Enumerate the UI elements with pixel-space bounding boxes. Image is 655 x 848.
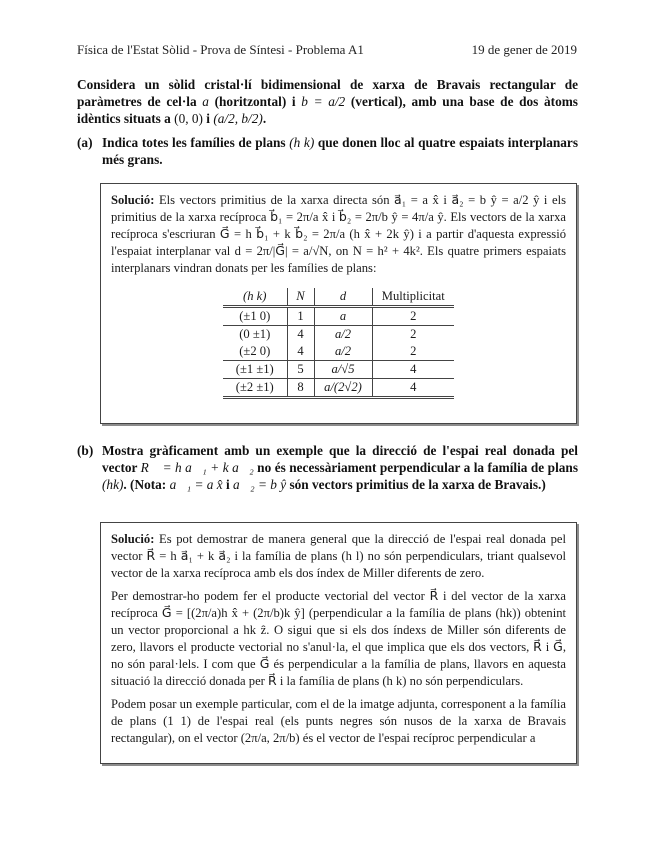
cell-multiplicity: 2	[372, 307, 454, 326]
cell-n: 8	[287, 379, 314, 398]
math-a1: a⃗₁ = a x̂	[169, 477, 223, 492]
text: . (Nota:	[123, 477, 170, 492]
question-text	[102, 442, 578, 493]
cell-hk: (±2 0)	[223, 343, 287, 361]
cell-multiplicity: 2	[410, 327, 417, 341]
plane-families-table	[223, 288, 454, 399]
cell-n: 1	[287, 307, 314, 326]
math-hk: (hk)	[102, 477, 124, 492]
problem-statement	[77, 76, 578, 127]
intro-text: i	[202, 111, 214, 126]
solution-text: Es pot demostrar de manera general que la direcció de l'espai real donada pel vector R⃗ = h a⃗₁ + k a⃗₂ i la família de plans (h l) no són perpendiculars, triant qualsevol vector de la xarxa recíproca amb els dos índex de Miller diferents de zero.	[111, 532, 567, 580]
solution-label: Solució:	[111, 532, 155, 546]
math-pos2: (a/2, b/2)	[213, 111, 263, 126]
cell-multiplicity: 4	[372, 379, 454, 398]
course-title: Física de l'Estat Sòlid - Prova de Síntesi - Problema A1	[77, 42, 364, 57]
intro-text: (vertical), amb una base de dos àtoms idèntics situats a	[77, 94, 578, 126]
cell-d: a/2	[314, 326, 372, 344]
cell-n: 4	[287, 326, 314, 344]
solution-box-b	[100, 522, 577, 764]
math-r-eq: R⃗ = h a⃗₁ + k a⃗₂	[140, 460, 254, 475]
question-label: (b)	[77, 443, 94, 458]
table-row	[223, 379, 454, 398]
question-a	[77, 134, 578, 168]
cell-n: 5	[287, 361, 314, 379]
solution-paragraph: Per demostrar-ho podem fer el producte vectorial del vector R⃗ i del vector de la xarxa recíproca G⃗ = [(2π/a)h x̂ + (2π/b)k ŷ] (perpendicular a la família de plans (hk)) obtenint un vector proporcional a hk ẑ. O sigui que si els dos índexs de Miller són diferents de zero, llavors el producte vectorial no s'anul·la, el que implica que els dos vectors, R⃗ i G⃗, no són paral·lels. I com que G⃗ és perpendicular a la família de plans, llavors en aquesta situació la direcció donada per R⃗ i la família de plans (h k) no són perpendiculars.	[111, 589, 566, 688]
table-row	[223, 326, 454, 344]
cell-hk: (±1 ±1)	[223, 361, 287, 379]
col-header-n: N	[287, 288, 314, 307]
exam-date: 19 de gener de 2019	[471, 42, 577, 57]
math-pos1: (0, 0)	[174, 111, 203, 126]
table-row	[223, 361, 454, 379]
question-b	[77, 442, 578, 493]
cell-hk: (0 ±1)	[223, 326, 287, 344]
solution-paragraph	[111, 192, 566, 277]
text: Mostra gràficament amb un exemple que la direcció de l'espai real donada pel vector	[102, 443, 578, 475]
solution-paragraph: Podem posar un exemple particular, com el de la imatge adjunta, corresponent a la família de plans (1 1) de l'espai real (els punts negres són nusos de la xarxa de Bravais rectangular), on el vector (2π/a, 2π/b) és el vector de l'espai recíproc perpendicular a	[111, 697, 566, 745]
math-a2: a⃗₂ = b ŷ	[233, 477, 287, 492]
solution-paragraph	[111, 531, 566, 582]
cell-d: a/2	[314, 343, 372, 361]
intro-text: (horitzontal) i	[208, 94, 302, 109]
cell-multiplicity: 2	[372, 343, 454, 361]
table-header-row	[223, 288, 454, 307]
cell-hk: (±1 0)	[223, 307, 287, 326]
math-a: a	[202, 94, 209, 109]
cell-d: a/(2√2)	[314, 379, 372, 398]
intro-text: .	[262, 111, 267, 126]
col-header-hk: (h k)	[223, 288, 287, 307]
cell-d: a	[314, 307, 372, 326]
cell-d: a/√5	[314, 361, 372, 379]
question-text	[102, 134, 578, 168]
math-hk: (h k)	[289, 135, 315, 150]
col-header-d: d	[314, 288, 372, 307]
text: que donen lloc al quatre espaiats interplanars més grans.	[102, 135, 578, 167]
math-b-eq: b = a/2	[301, 94, 346, 109]
col-header-multiplicity: Multiplicitat	[372, 288, 454, 307]
text: Indica totes les famílies de plans	[102, 135, 290, 150]
intro-text: Considera un sòlid cristal·lí bidimensional de xarxa de Bravais rectangular de paràmetres de cel·la	[77, 77, 578, 109]
cell-multiplicity: 4	[372, 361, 454, 379]
text: no és necessàriament perpendicular a la família de plans	[253, 460, 578, 475]
solution-box-a	[100, 183, 577, 424]
page-header	[77, 42, 577, 58]
cell-n: 4	[287, 343, 314, 361]
solution-text: Els vectors primitius de la xarxa directa són a⃗₁ = a x̂ i a⃗₂ = b ŷ = a/2 ŷ i els primitius de la xarxa recíproca b⃗₁ = 2π/a x̂ i b⃗₂ = 2π/b ŷ = 4π/a ŷ. Els vectors de la xarxa recíproca s'escriuran G⃗ = h b⃗₁ + k b⃗₂ = 2π/a (h x̂ + 2k ŷ) i a partir d'aquesta expressió l'espaiat interplanar val d = 2π/|G⃗| = a/√N, on N = h² + 4k². Els quatre primers espaiats interplanars vindran donats per les famílies de plans:	[111, 193, 566, 275]
text: són vectors primitius de la xarxa de Bravais.)	[286, 477, 546, 492]
cell-hk: (±2 ±1)	[223, 379, 287, 398]
question-label: (a)	[77, 135, 93, 150]
text: i	[222, 477, 234, 492]
solution-label: Solució:	[111, 193, 155, 207]
table-row	[223, 307, 454, 326]
table-row	[223, 343, 454, 361]
